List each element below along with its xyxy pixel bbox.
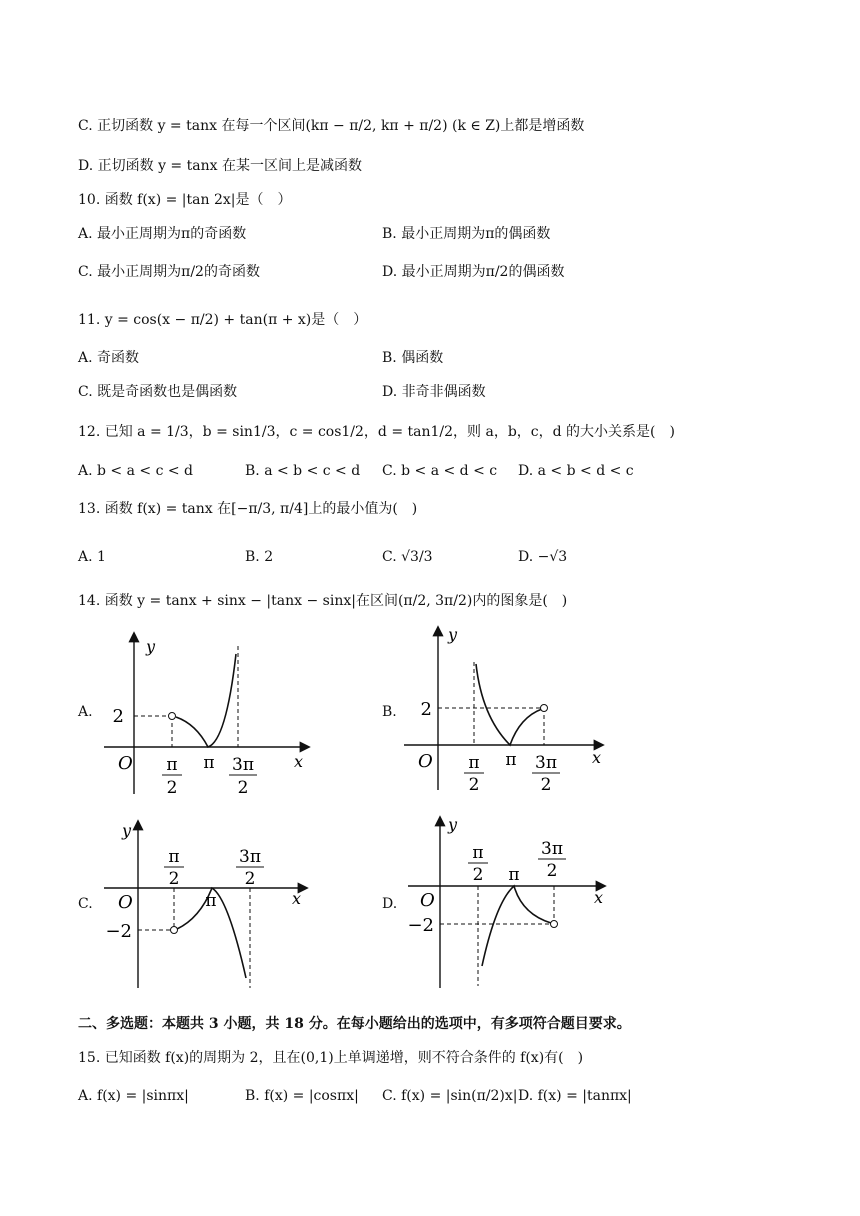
tick-3pi-num: 3π [541, 839, 563, 859]
option-d-line: D. 正切函数 y = tanx 在某一区间上是减函数 [78, 158, 362, 174]
q10-option-b: B. 最小正周期为π的偶函数 [382, 226, 551, 242]
tick-pi-half-den: 2 [468, 775, 480, 794]
y-label: y [122, 821, 132, 840]
tick-3pi-num: 3π [239, 847, 261, 867]
tick-neg-two: −2 [407, 915, 434, 936]
tick-pi-half-num: π [166, 755, 178, 775]
q12-option-d: D. a < b < d < c [518, 463, 634, 479]
q11-option-b: B. 偶函数 [382, 350, 444, 366]
q11-option-d: D. 非奇非偶函数 [382, 384, 486, 400]
curve [476, 664, 542, 745]
graph-b-label: B. [382, 704, 397, 720]
tick-3pi-num: 3π [232, 755, 254, 775]
origin-label: O [118, 892, 133, 913]
curve [482, 886, 551, 966]
option-c-line: C. 正切函数 y = tanx 在每一个区间(kπ − π/2, kπ + π/2) (k ∈ Z)上都是增函数 [78, 118, 585, 134]
q13-option-b: B. 2 [245, 549, 274, 565]
q11-option-c: C. 既是奇函数也是偶函数 [78, 384, 238, 400]
x-label: x [592, 748, 602, 767]
question-12: 12. 已知 a = 1/3，b = sin1/3，c = cos1/2，d = tan1/2，则 a，b，c，d 的大小关系是( ) [78, 424, 675, 440]
question-14: 14. 函数 y = tanx + sinx − |tanx − sinx|在区间(π/2, 3π/2)内的图象是( ) [78, 593, 568, 609]
tick-pi-half-den: 2 [168, 869, 180, 889]
tick-3pi-den: 2 [540, 775, 552, 794]
section-heading: 二、多选题：本题共 3 小题，共 18 分。在每小题给出的选项中，有多项符合题目要求。 [78, 1016, 631, 1032]
q10-option-d: D. 最小正周期为π/2的偶函数 [382, 264, 565, 280]
graph-c [100, 818, 316, 990]
tick-pi-half-den: 2 [472, 865, 484, 885]
tick-pi-half-num: π [168, 847, 180, 867]
y-label: y [146, 637, 156, 656]
open-point [541, 705, 548, 712]
tick-pi: π [505, 750, 517, 770]
tick-pi-half-num: π [472, 843, 484, 863]
q15-option-d: D. f(x) = |tanπx| [518, 1088, 632, 1104]
question-10: 10. 函数 f(x) = |tan 2x|是（ ） [78, 192, 292, 208]
y-label: y [448, 625, 458, 644]
tick-pi: π [205, 891, 217, 911]
q10-option-c: C. 最小正周期为π/2的奇函数 [78, 264, 260, 280]
graph-b [400, 622, 610, 794]
tick-two: 2 [420, 699, 432, 720]
x-label: x [294, 752, 304, 771]
q15-option-b: B. f(x) = |cosπx| [245, 1088, 359, 1104]
open-point [171, 927, 178, 934]
x-label: x [292, 889, 302, 908]
graph-d [404, 814, 612, 990]
graph-a [96, 626, 316, 798]
q15-option-a: A. f(x) = |sinπx| [78, 1088, 189, 1104]
x-label: x [594, 888, 604, 907]
open-point [169, 713, 176, 720]
open-point [551, 921, 558, 928]
tick-two: 2 [112, 706, 124, 727]
question-13: 13. 函数 f(x) = tanx 在[−π/3, π/4]上的最小值为( ) [78, 501, 418, 517]
q12-option-c: C. b < a < d < c [382, 463, 498, 479]
curve [176, 654, 236, 747]
origin-label: O [420, 890, 435, 911]
tick-pi-half-den: 2 [166, 778, 178, 798]
tick-3pi-den: 2 [244, 869, 256, 889]
y-label: y [448, 815, 458, 834]
q10-option-a: A. 最小正周期为π的奇函数 [78, 226, 247, 242]
tick-3pi-den: 2 [237, 778, 249, 798]
q12-option-b: B. a < b < c < d [245, 463, 361, 479]
origin-label: O [418, 751, 433, 772]
q11-option-a: A. 奇函数 [78, 350, 140, 366]
origin-label: O [118, 753, 133, 774]
q12-option-a: A. b < a < c < d [78, 463, 194, 479]
q15-option-c: C. f(x) = |sin(π/2)x| [382, 1088, 518, 1104]
question-15: 15. 已知函数 f(x)的周期为 2，且在(0,1)上单调递增，则不符合条件的 f(x)有( ) [78, 1050, 584, 1066]
q13-option-a: A. 1 [78, 549, 106, 565]
q13-option-d: D. −√3 [518, 549, 568, 565]
graph-c-label: C. [78, 896, 93, 912]
tick-pi: π [508, 865, 520, 885]
q13-option-c: C. √3/3 [382, 549, 433, 565]
tick-3pi-num: 3π [535, 753, 557, 773]
tick-3pi-den: 2 [546, 861, 558, 881]
graph-d-label: D. [382, 896, 398, 912]
question-11: 11. y = cos(x − π/2) + tan(π + x)是（ ） [78, 312, 368, 328]
graph-a-label: A. [78, 704, 93, 720]
tick-pi: π [203, 753, 215, 773]
tick-neg-two: −2 [105, 921, 132, 942]
tick-pi-half-num: π [468, 753, 480, 773]
